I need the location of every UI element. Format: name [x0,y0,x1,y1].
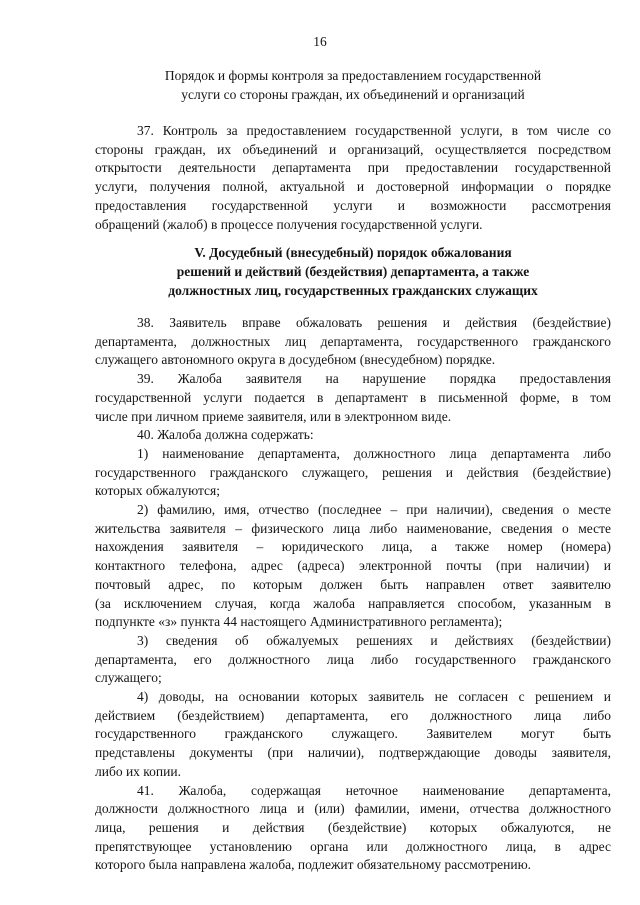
text-line: 1) наименование департамента, должностного лица департамента либо [137,445,611,461]
heading-line: должностных лиц, государственных гражданских служащих [168,283,538,298]
text-line: департамента, должностных лиц департамента, государственного гражданского [95,333,611,349]
text-line: обращений (жалоб) в процессе получения государственной услуги. [95,216,483,232]
text-line: либо их копии. [95,763,181,779]
text-line: нахождения заявителя – юридического лица, а также номер (номера) [95,539,611,555]
heading-line: решений и действий (бездействия) департамента, а также [176,264,530,279]
text-line: 38. Заявитель вправе обжаловать решения и действия (бездействие) [137,315,611,330]
text-line: государственного гражданского служащего. Заявителем могут быть [95,726,611,742]
text-line: 37. Контроль за предоставлением государственной услуги, в том числе со [137,123,611,138]
text-line: контактного телефона, адрес (адреса) электронной почты (при наличии) и [95,558,611,574]
text-line: должности должностного лица и (или) фамилии, имени, отчества должностного [95,801,611,817]
text-line: 2) фамилию, имя, отчество (последнее – при наличии), сведения о месте [137,502,611,518]
text-line: стороны граждан, их объединений и организаций, осуществляется посредством [95,141,611,157]
body-text [95,314,611,875]
text-line: открытости деятельности департамента при предоставлении государственной [95,160,611,176]
page-number: 16 [313,34,327,49]
text-line: жительства заявителя – физического лица либо наименование, сведения о месте [95,520,611,536]
chapter-heading [95,243,611,300]
section-heading [95,66,611,104]
heading-line: услуги со стороны граждан, их объединений и организаций [181,87,525,102]
text-line: служащего; [95,670,162,686]
text-line: лица, решения и действия (бездействие) которых обжалуются, не [95,819,611,835]
text-line: которых обжалуются; [95,483,220,499]
text-line: подпункте «з» пункта 44 настоящего Административного регламента); [95,614,503,630]
paragraph-37 [95,122,611,234]
text-line: служащего автономного округа в досудебном (внесудебном) порядке. [95,352,496,368]
text-line: государственной услуги подается в департамент в письменной форме, в том [95,389,611,405]
text-line: 4) доводы, на основании которых заявитель не согласен с решением и [137,689,611,705]
text-line: 39. Жалоба заявителя на нарушение порядка предоставления [137,371,611,387]
text-line: 41. Жалоба, содержащая неточное наименование департамента, [137,782,611,798]
text-line: 3) сведения об обжалуемых решениях и действиях (бездействии) [137,632,611,648]
heading-line: Порядок и формы контроля за предоставлением государственной [164,68,542,83]
text-line: предоставления государственной услуги и возможности рассмотрения [95,197,611,213]
text-line: услуги, получения полной, актуальной и достоверной информации о порядке [95,179,611,195]
text-line: препятствующее установлению органа или должностного лица, в адрес [95,838,611,854]
text-line: (за исключением случая, когда жалоба направляется способом, указанным в [95,595,611,611]
text-line: которого была направлена жалоба, подлежит обязательному рассмотрению. [95,857,532,873]
text-line: числе при личном приеме заявителя, или в электронном виде. [95,408,452,424]
text-line: департамента, его должностного лица либо государственного гражданского [95,651,611,667]
text-line: государственного гражданского служащего, решения и действия (бездействие) [95,464,611,480]
text-line: 40. Жалоба должна содержать: [137,427,314,443]
text-line: действием (бездействием) департамента, его должностного лица либо [95,707,611,723]
text-line: представлены документы (при наличии), подтверждающие доводы заявителя, [95,745,611,761]
heading-line: V. Досудебный (внесудебный) порядок обжалования [194,245,512,260]
text-line: почтовый адрес, по которым должен быть направлен ответ заявителю [95,576,611,592]
